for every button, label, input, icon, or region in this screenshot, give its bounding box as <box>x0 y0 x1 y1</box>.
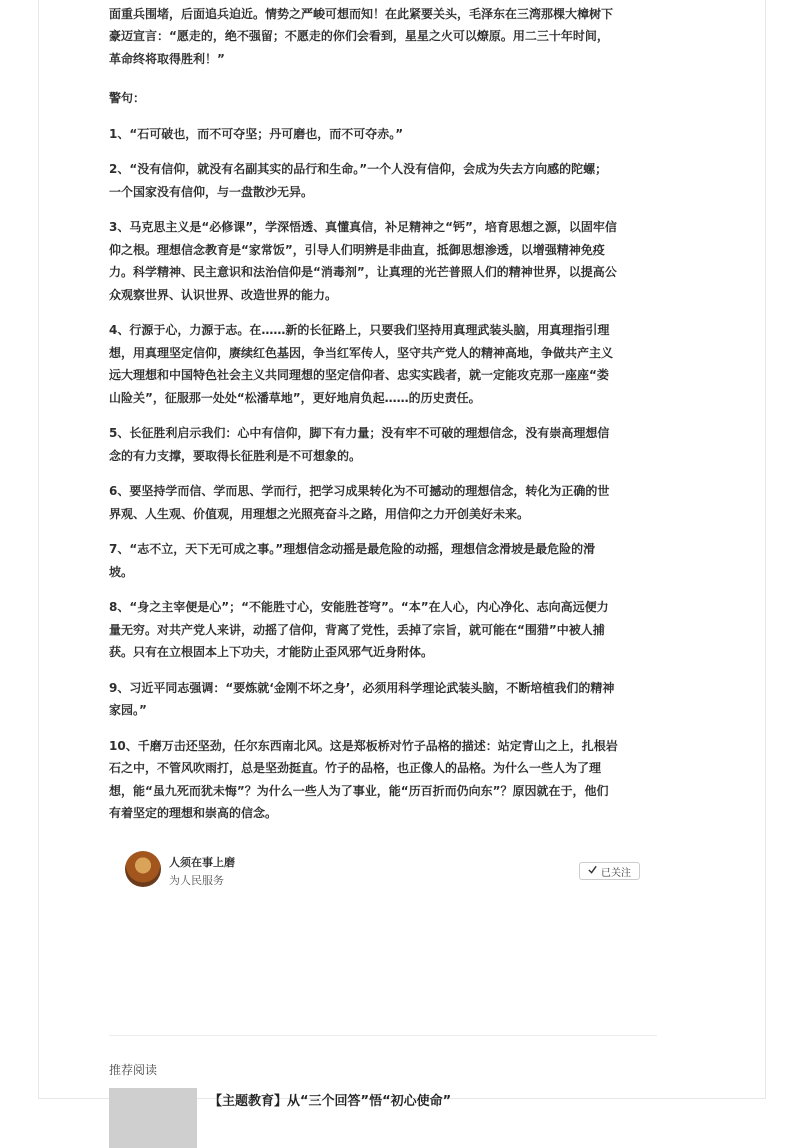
quotes-heading: 警句： <box>109 91 146 105</box>
quote-item: 7、“志不立，天下无可成之事。”理想信念动摇是最危险的动摇，理想信念滑坡是最危险的滑坡。 <box>109 542 596 579</box>
quote-item: 3、马克思主义是“必修课”，学深悟透、真懂真信，补足精神之“钙”，培育思想之源，以固牢信仰之根。理想信念教育是“家常饭”，引导人们明辨是非曲直，抵御思想渗透，以增强精神免疫力。科学精神、民主意识和法治信仰是“消毒剂”，让真理的光芒普照人们的精神世界，以提高公众观察世界、认识世界、改造世界的能力。 <box>109 220 617 302</box>
follow-button[interactable] <box>579 862 640 880</box>
divider <box>109 1035 657 1036</box>
recommend-thumbnail[interactable] <box>109 1088 197 1148</box>
article-body <box>109 0 619 838</box>
avatar[interactable] <box>125 851 161 887</box>
article-intro <box>109 0 619 70</box>
quote-item: 2、“没有信仰，就没有名副其实的品行和生命。”一个人没有信仰，会成为失去方向感的陀螺；一个国家没有信仰，与一盘散沙无异。 <box>109 162 608 199</box>
intro-paragraph: 面重兵围堵，后面追兵迫近。情势之严峻可想而知！在此紧要关头，毛泽东在三湾那棵大樟树下豪迈宣言：“愿走的，绝不强留；不愿走的你们会看到，星星之火可以燎原。用二三十年时间，革命终将取得胜利！” <box>109 6 614 66</box>
quote-item: 4、行源于心，力源于志。在……新的长征路上，只要我们坚持用真理武装头脑，用真理指引理想，用真理坚定信仰，赓续红色基因，争当红军传人，坚守共产党人的精神高地，争做共产主义远大理想和中国特色社会主义共同理想的坚定信仰者、忠实实践者，就一定能攻克那一座座“娄山险关”，征服那一处处“松潘草地”，更好地肩负起……的历史责任。 <box>109 323 614 405</box>
author-name[interactable]: 人须在事上磨 <box>169 856 235 869</box>
follow-label: 已关注 <box>601 867 631 879</box>
quote-item: 10、千磨万击还坚劲，任尔东西南北风。这是郑板桥对竹子品格的描述：站定青山之上，扎根岩石之中，不管风吹雨打，总是坚劲挺直。竹子的品格，也正像人的品格。为什么一些人为了理想，能“虽九死而犹未悔”？为什么一些人为了事业，能“历百折而仍向东”？原因就在于，他们有着坚定的理想和崇高的信念。 <box>109 738 618 820</box>
quote-item: 9、习近平同志强调：“要炼就‘金刚不坏之身’，必须用科学理论武装头脑，不断培植我们的精神家园。” <box>109 680 615 717</box>
author-card <box>125 851 645 893</box>
recommend-item[interactable] <box>109 1088 657 1109</box>
quote-item: 8、“身之主宰便是心”；“不能胜寸心，安能胜苍穹”。“本”在人心，内心净化、志向高远便力量无穷。对共产党人来讲，动摇了信仰，背离了党性，丢掉了宗旨，就可能在“围猎”中被人捕获。只有在立根固本上下功夫，才能防止歪风邪气近身附体。 <box>109 600 609 659</box>
check-icon <box>588 865 597 877</box>
quote-item: 6、要坚持学而信、学而思、学而行，把学习成果转化为不可撼动的理想信念，转化为正确的世界观、人生观、价值观，用理想之光照亮奋斗之路，用信仰之力开创美好未来。 <box>109 484 610 521</box>
author-bio: 为人民服务 <box>169 874 224 887</box>
quote-item: 1、“石可破也，而不可夺坚；丹可磨也，而不可夺赤。” <box>109 126 404 141</box>
quote-item: 5、长征胜利启示我们：心中有信仰，脚下有力量；没有牢不可破的理想信念，没有崇高理想信念的有力支撑，要取得长征胜利是不可想象的。 <box>109 426 610 463</box>
recommend-item-title[interactable]: 【主题教育】从“三个回答”悟“初心使命” <box>209 1094 452 1109</box>
recommend-title: 推荐阅读 <box>109 1063 158 1077</box>
